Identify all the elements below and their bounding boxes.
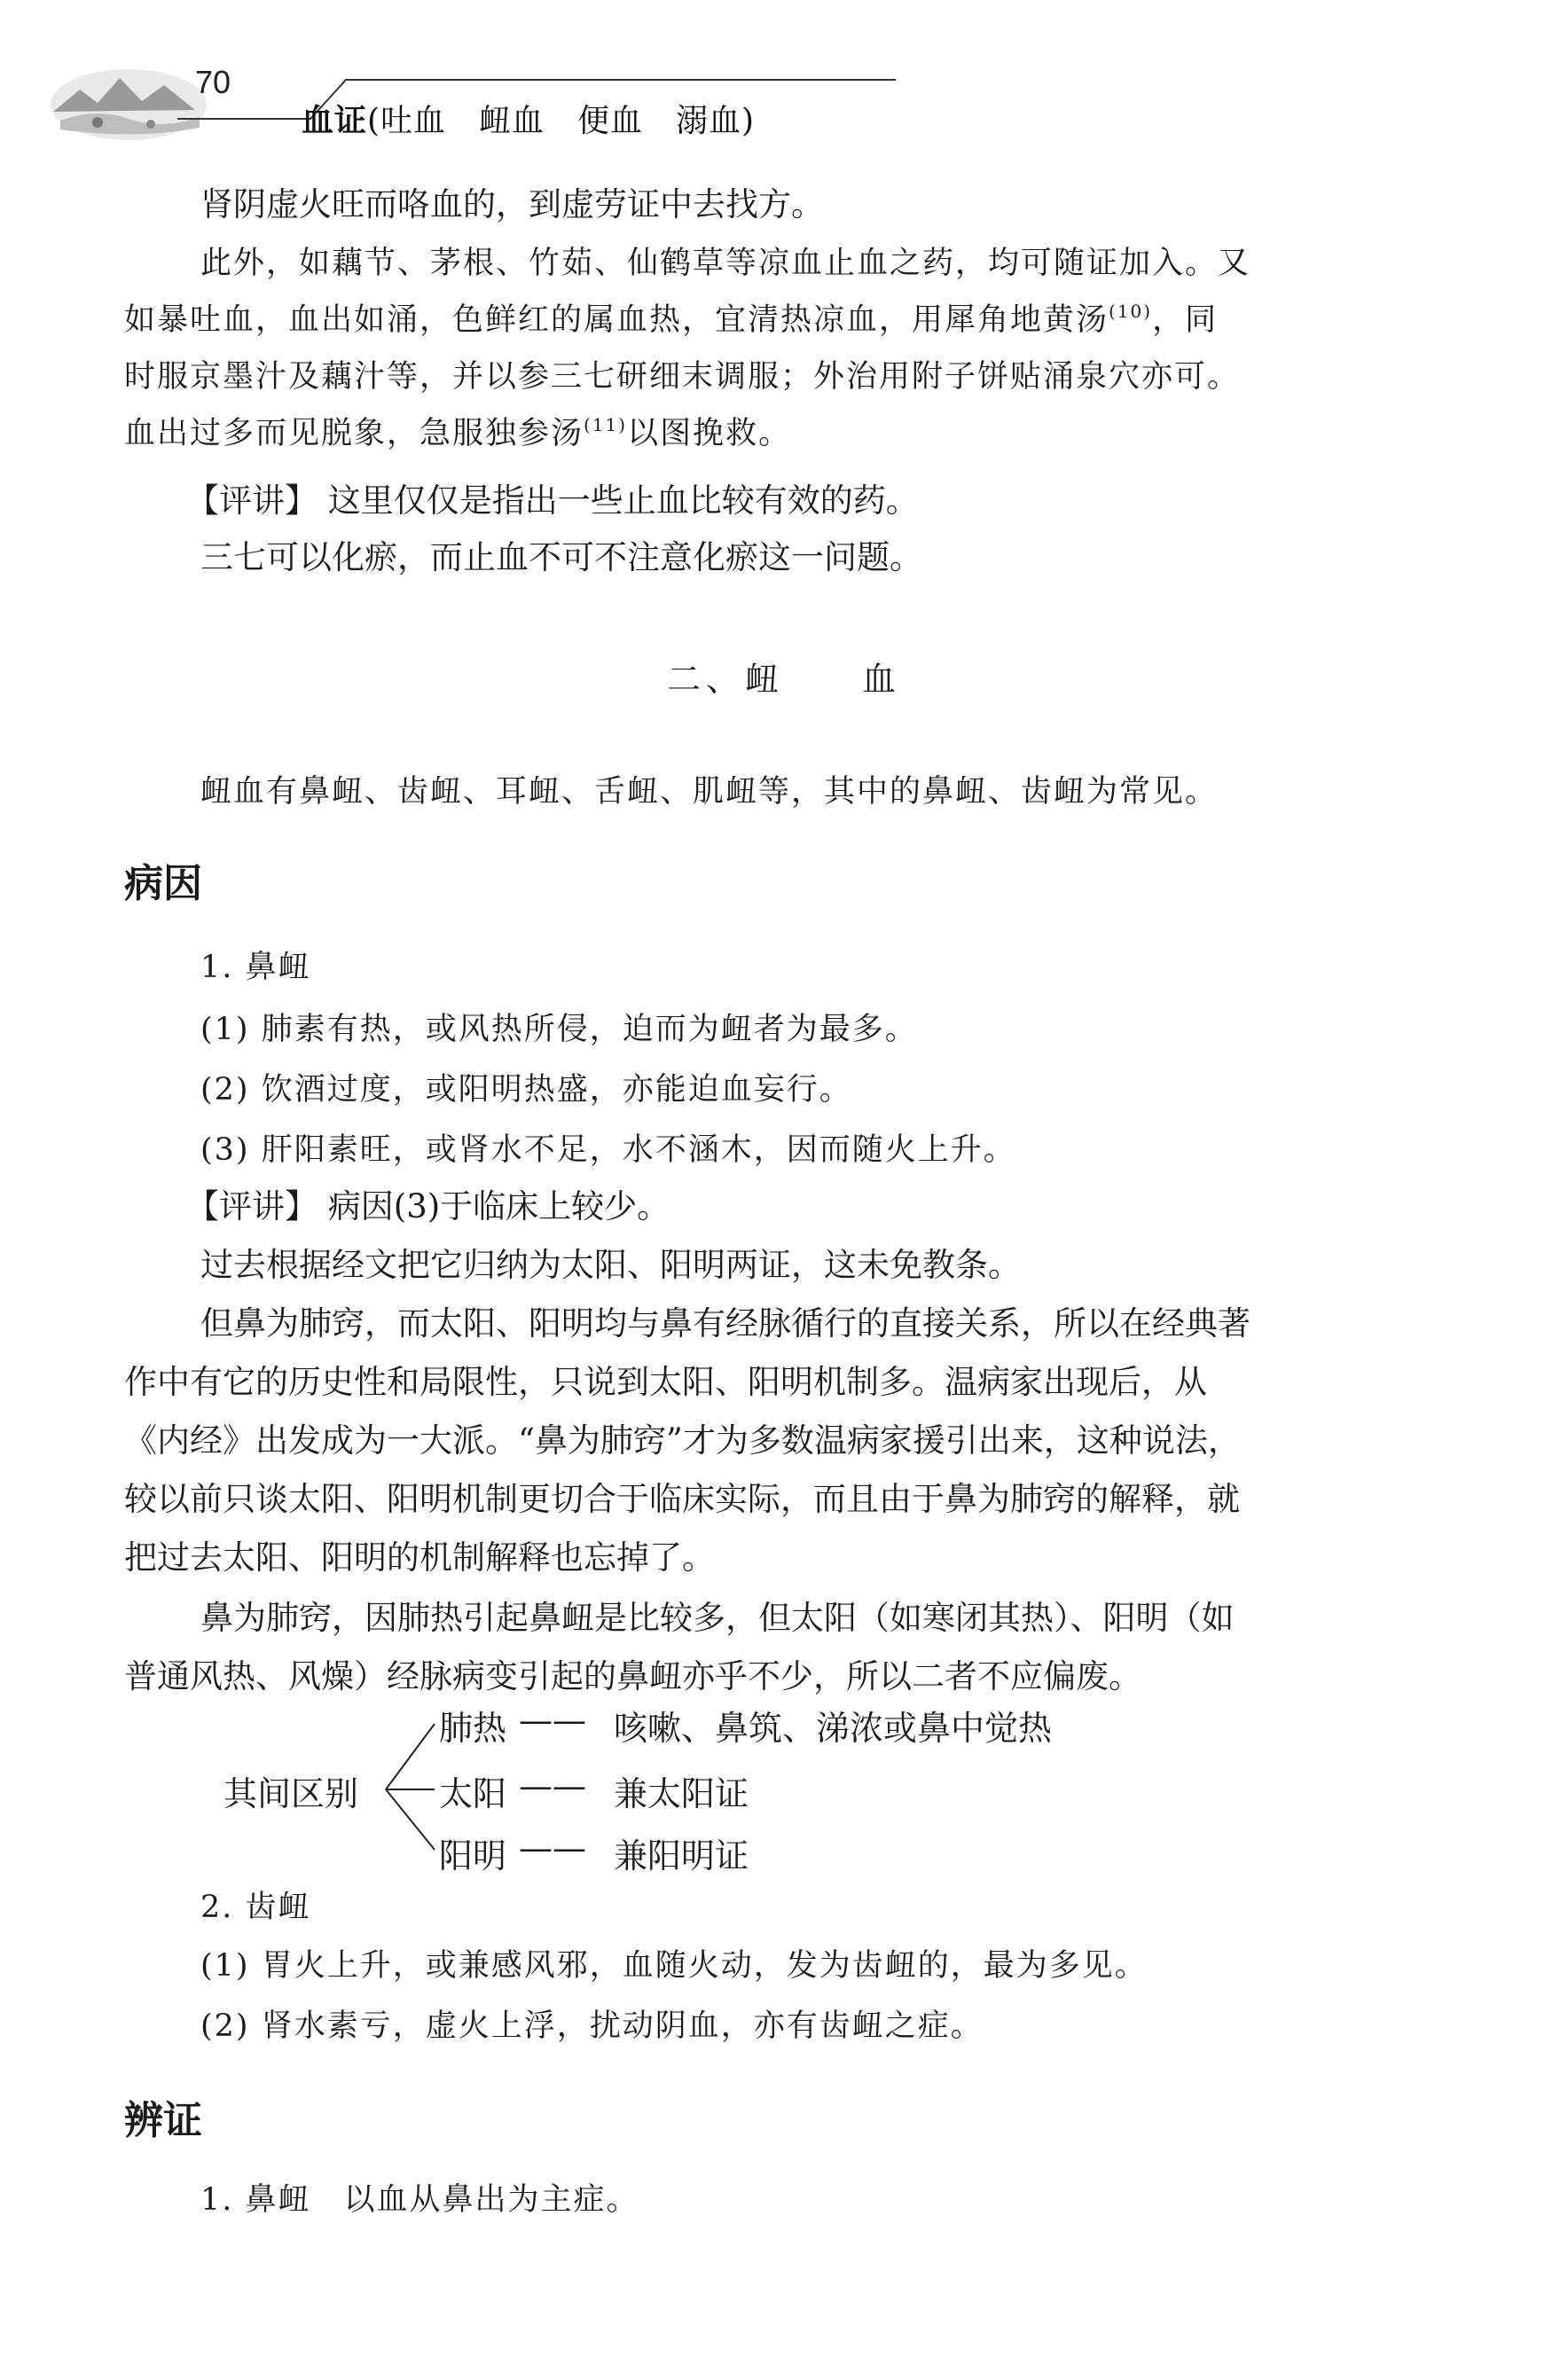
diagram-branch-3-dash: —— xyxy=(519,1828,586,1867)
paragraph-4-line-2: 普通风热、风燥）经脉病变引起的鼻衄亦乎不少，所以二者不应偏废。 xyxy=(124,1657,1141,1695)
diagram-root: 其间区别 xyxy=(223,1774,359,1813)
paragraph-3-line-4: 较以前只谈太阳、阳明机制更切合于临床实际，而且由于鼻为肺窍的解释，就 xyxy=(124,1480,1240,1518)
comment-1-continued: 三七可以化瘀，而止血不可不注意化瘀这一问题。 xyxy=(200,538,922,576)
paragraph-3-line-2: 作中有它的历史性和局限性，只说到太阳、阳明机制多。温病家出现后，从 xyxy=(124,1363,1207,1401)
p2-l2-tail: ，同 xyxy=(1152,302,1219,338)
item-2-title: 2. 齿衄 xyxy=(200,1890,311,1925)
diagram-branch-3-name: 阳明 xyxy=(439,1836,507,1875)
comment-2-continued: 过去根据经文把它归纳为太阳、阳明两证，这未免教条。 xyxy=(200,1246,1021,1284)
footnote-ref-11: (11) xyxy=(584,414,628,435)
item-2-2: (2) 肾水素亏，虚火上浮，扰动阴血，亦有齿衄之症。 xyxy=(200,2008,984,2044)
diagram-branch-1-desc: 咳嗽、鼻筑、涕浓或鼻中觉热 xyxy=(614,1709,1053,1748)
diagram-branch-2-dash: —— xyxy=(519,1766,586,1805)
item-1-2: (2) 饮酒过度，或阳明热盛，亦能迫血妄行。 xyxy=(200,1072,852,1108)
p2-l4-tail: 以图挽救。 xyxy=(627,416,792,451)
p2-l2-text: 如暴吐血，血出如涌，色鲜红的属血热，宜清热凉血，用犀角地黄汤 xyxy=(124,302,1109,338)
running-title-sub: (吐血 衄血 便血 溺血) xyxy=(367,103,756,139)
paragraph-3-line-5: 把过去太阳、阳明的机制解释也忘掉了。 xyxy=(124,1538,715,1577)
diagram-branch-2-name: 太阳 xyxy=(439,1774,507,1813)
paragraph-2-line-4 xyxy=(124,406,1454,461)
paragraph-4-line-1: 鼻为肺窍，因肺热引起鼻衄是比较多，但太阳（如寒闭其热）、阳明（如 xyxy=(200,1599,1235,1637)
running-title xyxy=(302,96,755,141)
running-header xyxy=(44,50,860,156)
item-1-3: (3) 肝阳素旺，或肾水不足，水不涵木，因而随火上升。 xyxy=(200,1132,1016,1168)
comment-2: 【评讲】 病因(3)于临床上较少。 xyxy=(186,1187,670,1225)
page-number: 70 xyxy=(195,64,231,100)
item-2-1: (1) 胃火上升，或兼感风邪，血随火动，发为齿衄的，最为多见。 xyxy=(200,1948,1148,1984)
item-3-title: 1. 鼻衄 以血从鼻出为主症。 xyxy=(200,2182,639,2218)
comment-1: 【评讲】 这里仅仅是指出一些止血比较有效的药。 xyxy=(186,481,919,520)
distinction-diagram xyxy=(213,1701,1277,1876)
heading-differentiation: 辨证 xyxy=(124,2098,202,2143)
section-intro: 衄血有鼻衄、齿衄、耳衄、舌衄、肌衄等，其中的鼻衄、齿衄为常见。 xyxy=(200,774,1219,810)
paragraph-1: 肾阴虚火旺而咯血的，到虚劳证中去找方。 xyxy=(200,185,824,223)
diagram-branch-1-dash: —— xyxy=(519,1701,586,1740)
p2-l4-text: 血出过多而见脱象，急服独参汤 xyxy=(124,416,584,451)
diagram-branch-1-name: 肺热 xyxy=(439,1709,507,1748)
running-title-main: 血证 xyxy=(302,102,368,139)
paragraph-2-line-3: 时服京墨汁及藕汁等，并以参三七研细末调服；外治用附子饼贴涌泉穴亦可。 xyxy=(124,359,1241,395)
item-1-title: 1. 鼻衄 xyxy=(200,950,311,985)
paragraph-2-line-2 xyxy=(124,293,1454,348)
heading-cause: 病因 xyxy=(124,861,202,906)
paragraph-3-line-1: 但鼻为肺窍，而太阳、阳明均与鼻有经脉循行的直接关系，所以在经典著 xyxy=(200,1304,1250,1343)
section-title: 二、衄 血 xyxy=(666,660,901,699)
item-1-1: (1) 肺素有热，或风热所侵，迫而为衄者为最多。 xyxy=(200,1012,918,1047)
diagram-branch-2-desc: 兼太阳证 xyxy=(614,1774,749,1813)
paragraph-2-line-1: 此外，如藕节、茅根、竹茹、仙鹤草等凉血止血之药，均可随证加入。又 xyxy=(200,246,1251,281)
paragraph-3-line-3: 《内经》出发成为一大派。“鼻为肺窍”才为多数温病家援引出来，这种说法， xyxy=(124,1421,1241,1460)
footnote-ref-10: (10) xyxy=(1109,301,1153,322)
diagram-branch-3-desc: 兼阳明证 xyxy=(614,1836,749,1875)
